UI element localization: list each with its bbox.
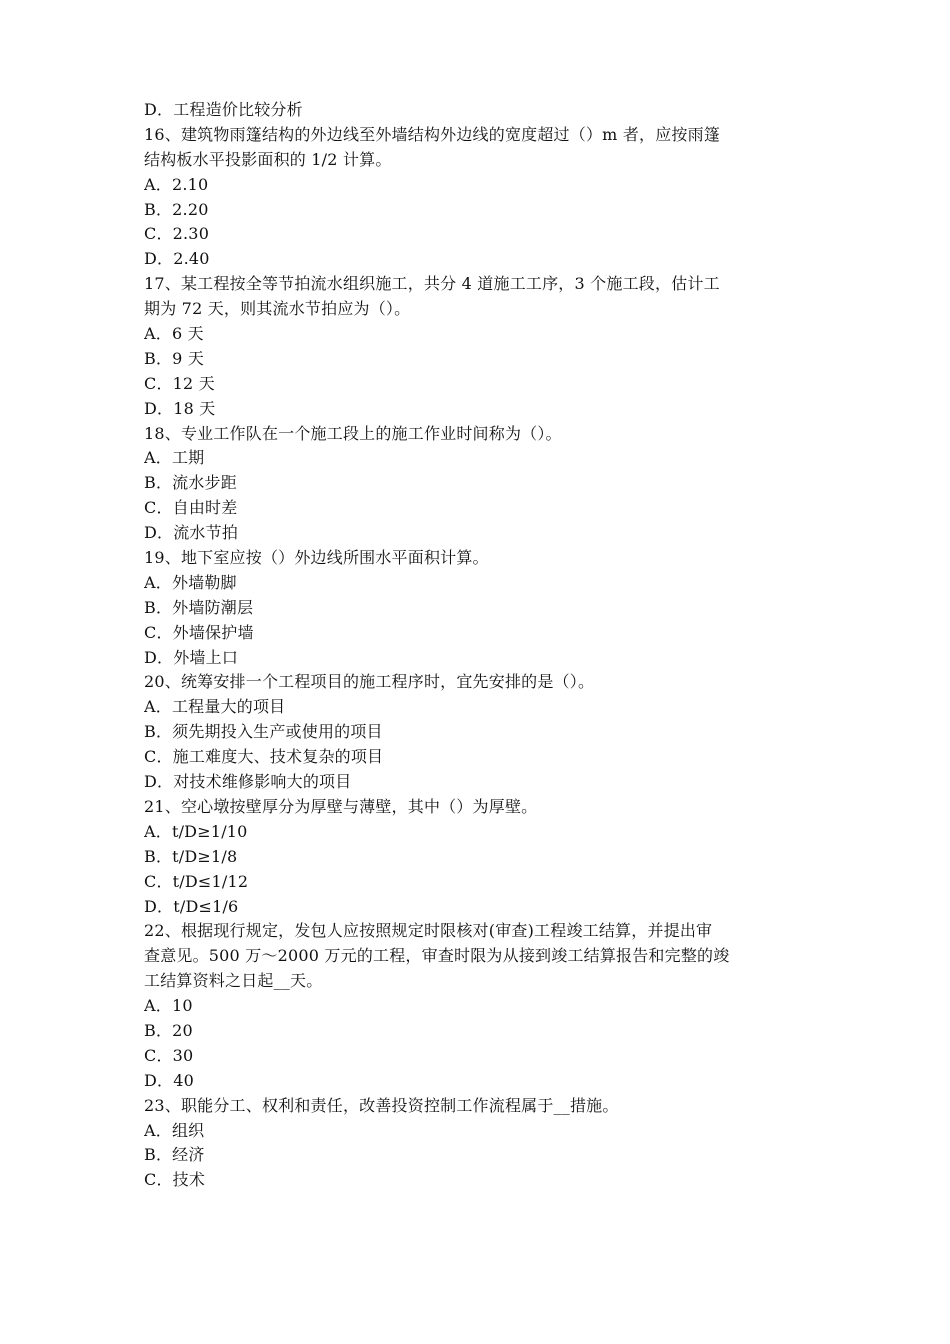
option-line: D．40 xyxy=(144,1070,194,1090)
question-16-line-2: 结构板水平投影面积的 1/2 计算。 xyxy=(144,149,392,169)
option-line: A．外墙勒脚 xyxy=(144,572,237,592)
text-line: D．工程造价比较分析 xyxy=(144,100,303,119)
option-line: B．经济 xyxy=(144,1145,205,1165)
question-21-line: 21、空心墩按壁厚分为厚壁与薄壁，其中（）为厚壁。 xyxy=(144,796,538,816)
option-line: D．2.40 xyxy=(144,249,210,269)
option-line: A．2.10 xyxy=(144,174,209,194)
option-line: B．流水步距 xyxy=(144,473,237,493)
option-line: A．组织 xyxy=(144,1120,205,1140)
question-23-line: 23、职能分工、权利和责任，改善投资控制工作流程属于__措施。 xyxy=(144,1095,619,1115)
option-line: C．t/D≤1/12 xyxy=(144,871,249,891)
question-22-line-2: 查意见。500 万～2000 万元的工程，审查时限为从接到竣工结算报告和完整的竣 xyxy=(144,946,730,966)
option-line: A．10 xyxy=(144,996,193,1016)
option-line: B．2.20 xyxy=(144,199,209,219)
option-line: C．技术 xyxy=(144,1170,206,1190)
option-line: C．自由时差 xyxy=(144,498,238,518)
question-17-line-2: 期为 72 天，则其流水节拍应为（）。 xyxy=(144,299,411,319)
option-line: D．对技术维修影响大的项目 xyxy=(144,772,352,792)
option-line: C．外墙保护墙 xyxy=(144,622,254,642)
option-line: A．工期 xyxy=(144,448,205,468)
question-16-line-1: 16、建筑物雨篷结构的外边线至外墙结构外边线的宽度超过（）m 者，应按雨篷 xyxy=(144,124,721,144)
question-17-line-1: 17、某工程按全等节拍流水组织施工，共分 4 道施工工序，3 个施工段，估计工 xyxy=(144,274,720,294)
option-line: B．9 天 xyxy=(144,348,205,368)
option-line: C．30 xyxy=(144,1045,194,1065)
question-20-line: 20、统筹安排一个工程项目的施工程序时，宜先安排的是（）。 xyxy=(144,672,595,692)
option-line: C．2.30 xyxy=(144,224,210,244)
option-line: C．施工难度大、技术复杂的项目 xyxy=(144,747,384,767)
option-line: B．须先期投入生产或使用的项目 xyxy=(144,722,383,742)
question-22-line-3: 工结算资料之日起__天。 xyxy=(144,971,323,991)
option-line: C．12 天 xyxy=(144,373,215,393)
option-line: D．流水节拍 xyxy=(144,523,239,543)
option-line: A．工程量大的项目 xyxy=(144,697,286,717)
option-line: D．t/D≤1/6 xyxy=(144,896,239,916)
option-line: D．18 天 xyxy=(144,398,216,418)
question-19-line: 19、地下室应按（）外边线所围水平面积计算。 xyxy=(144,548,489,568)
option-line: B．20 xyxy=(144,1020,193,1040)
option-line: A．t/D≥1/10 xyxy=(144,821,248,841)
option-line: B．外墙防潮层 xyxy=(144,597,254,617)
option-line: A．6 天 xyxy=(144,324,204,344)
option-line: D．外墙上口 xyxy=(144,647,239,667)
question-18-line: 18、专业工作队在一个施工段上的施工作业时间称为（）。 xyxy=(144,423,562,443)
question-22-line-1: 22、根据现行规定，发包人应按照规定时限核对(审查)工程竣工结算，并提出审 xyxy=(144,921,713,941)
document-page xyxy=(144,98,812,1193)
option-line: B．t/D≥1/8 xyxy=(144,846,238,866)
